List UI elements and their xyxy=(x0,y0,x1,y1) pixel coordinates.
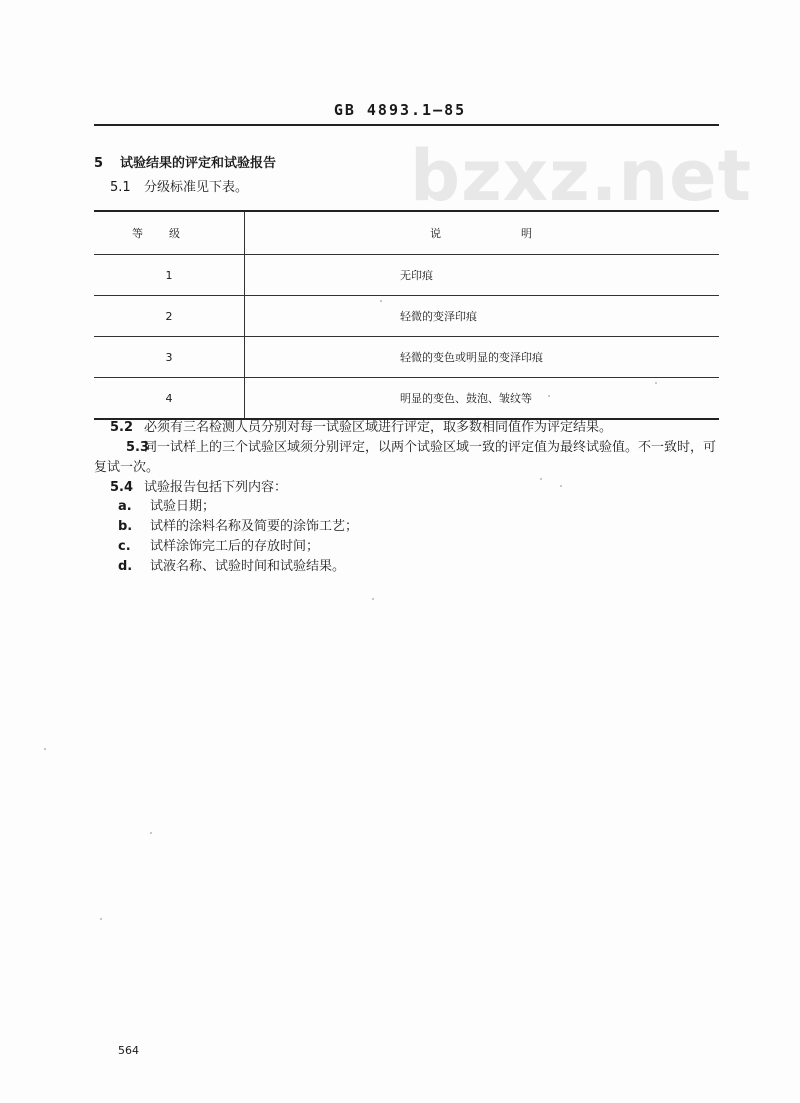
grade-cell: 3 xyxy=(94,337,245,378)
description-cell: 无印痕 xyxy=(245,255,720,296)
section-title-text: 试验结果的评定和试验报告 xyxy=(120,156,277,171)
scan-speck xyxy=(100,918,102,920)
scan-speck xyxy=(150,832,152,834)
clause-number: 5.2 xyxy=(110,420,134,435)
grade-table xyxy=(94,210,719,420)
scan-speck xyxy=(548,395,550,397)
header-description: 说明 xyxy=(245,211,720,255)
watermark: bzxz.net xyxy=(410,135,753,217)
section-5-title xyxy=(94,152,276,171)
scan-speck xyxy=(44,748,46,750)
description-cell: 明显的变色、鼓泡、皱纹等 xyxy=(245,378,720,420)
clause-5-3 xyxy=(94,438,720,478)
clause-text: 试验报告包括下列内容： xyxy=(144,480,288,495)
table-header-row xyxy=(94,211,719,255)
header-rule xyxy=(94,124,719,126)
scan-speck xyxy=(655,382,657,384)
clause-5-1 xyxy=(110,178,248,198)
grade-cell: 4 xyxy=(94,378,245,420)
table-row xyxy=(94,296,719,337)
report-contents-list xyxy=(118,497,358,577)
table-row xyxy=(94,255,719,296)
standard-code-header: GB 4893.1—85 xyxy=(333,101,467,119)
clause-number: 5.4 xyxy=(110,480,134,495)
scan-speck xyxy=(560,485,562,487)
scan-speck xyxy=(380,300,382,302)
clause-number: 5.3 xyxy=(126,440,150,455)
header-grade: 等级 xyxy=(94,211,245,255)
grade-cell: 1 xyxy=(94,255,245,296)
table-row xyxy=(94,378,719,420)
clause-5-2 xyxy=(110,418,720,438)
clause-text: 分级标准见下表。 xyxy=(144,180,249,195)
list-item: c. 试样涂饰完工后的存放时间； xyxy=(118,539,320,554)
list-item: b. 试样的涂料名称及简要的涂饰工艺； xyxy=(118,519,359,534)
page-number: 564 xyxy=(118,1044,139,1057)
clause-text: 同一试样上的三个试验区域须分别评定，以两个试验区域一致的评定值为最终试验值。不一致时，可复试一次。 xyxy=(94,440,717,475)
grade-cell: 2 xyxy=(94,296,245,337)
list-item: a. 试验日期； xyxy=(118,499,216,514)
clause-number: 5.1 xyxy=(110,180,131,195)
clause-5-4 xyxy=(110,478,287,498)
list-item: d. 试液名称、试验时间和试验结果。 xyxy=(118,559,346,574)
description-cell: 轻微的变色或明显的变泽印痕 xyxy=(245,337,720,378)
description-cell: 轻微的变泽印痕 xyxy=(245,296,720,337)
section-number: 5 xyxy=(94,156,104,171)
table-row xyxy=(94,337,719,378)
scan-speck xyxy=(372,598,374,600)
scan-speck xyxy=(540,478,542,480)
clause-text: 必须有三名检测人员分别对每一试验区域进行评定，取多数相同值作为评定结果。 xyxy=(144,420,613,435)
